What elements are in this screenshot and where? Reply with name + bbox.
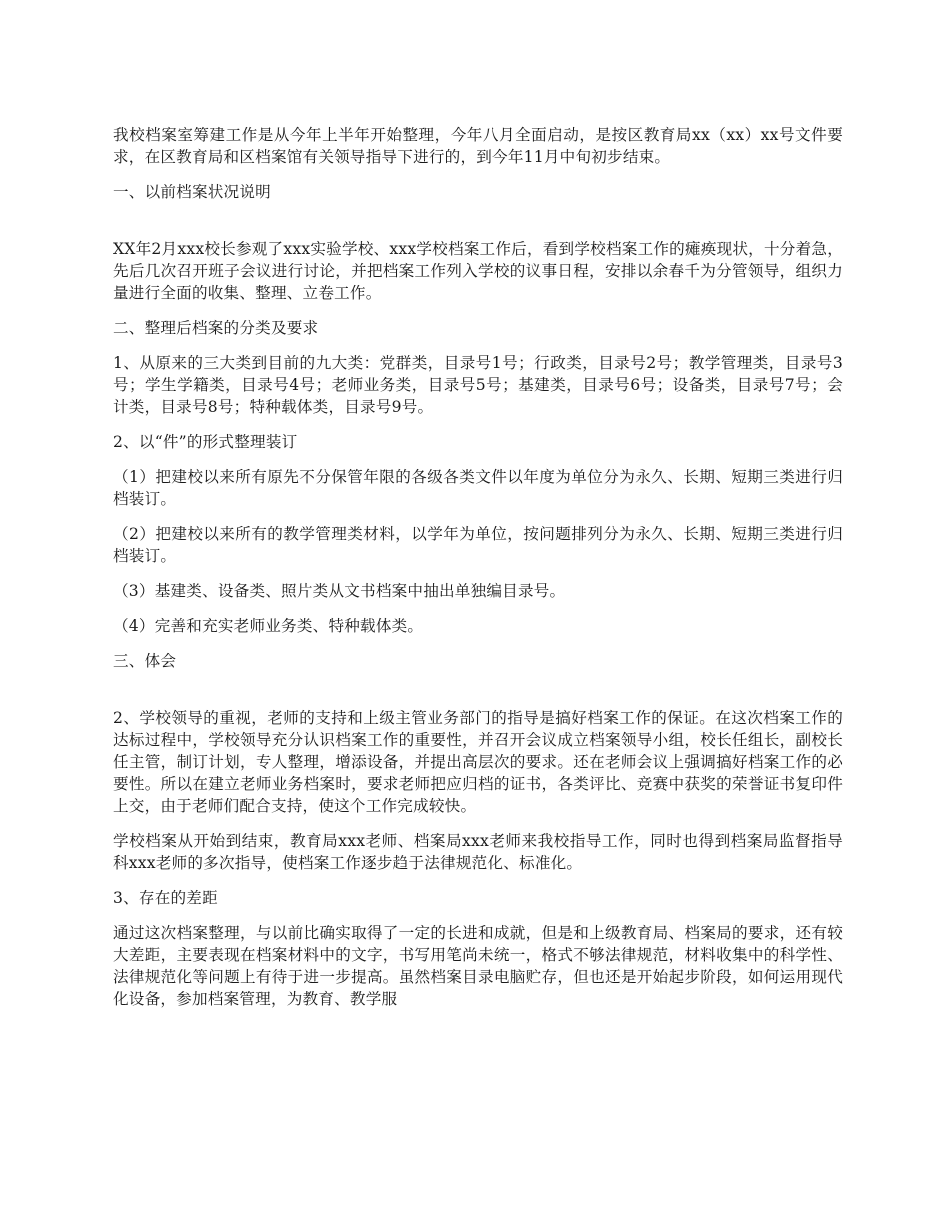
section-heading-1: 一、以前档案状况说明: [113, 183, 271, 201]
section-heading-2: 二、整理后档案的分类及要求: [113, 319, 319, 337]
binding-item-3: （3）基建类、设备类、照片类从文书档案中抽出单独编目录号。: [113, 582, 566, 600]
spacer: [113, 203, 843, 238]
binding-item-4: （4）完善和充实老师业务类、特种载体类。: [113, 617, 424, 635]
gap-heading: 3、存在的差距: [113, 889, 218, 907]
document-body: [113, 124, 843, 1010]
gap-paragraph: 通过这次档案整理，与以前比确实取得了一定的长进和成就，但是和上级教育局、档案局的要求，还有较大差距，主要表现在档案材料中的文字，书写用笔尚未统一，格式不够法律规范，材料收集中的科学性、法律规范化等问题上有待于进一步提高。虽然档案目录电脑贮存，但也还是开始起步阶段，如何运用现代化设备，参加档案管理，为教育、教学服: [113, 924, 843, 1008]
classification-paragraph: 1、从原来的三大类到目前的九大类：党群类，目录号1号；行政类，目录号2号；教学管理类，目录号3号；学生学籍类，目录号4号；老师业务类，目录号5号；基建类，目录号6号；设备类，目录号7号；会计类，目录号8号；特种载体类，目录号9号。: [113, 354, 843, 416]
history-paragraph: XX年2月xxx校长参观了xxx实验学校、xxx学校档案工作后，看到学校档案工作的瘫痪现状，十分着急，先后几次召开班子会议进行讨论，并把档案工作列入学校的议事日程，安排以余春千为分管领导，组织力量进行全面的收集、整理、立卷工作。: [113, 240, 843, 302]
guidance-paragraph: 学校档案从开始到结束，教育局xxx老师、档案局xxx老师来我校指导工作，同时也得到档案局监督指导科xxx老师的多次指导，使档案工作逐步趋于法律规范化、标准化。: [113, 832, 843, 872]
experience-paragraph: 2、学校领导的重视，老师的支持和上级主管业务部门的指导是搞好档案工作的保证。在这次档案工作的达标过程中，学校领导充分认识档案工作的重要性，并召开会议成立档案领导小组，校长任组长，副校长任主管，制订计划，专人整理，增添设备，并提出高层次的要求。还在老师会议上强调搞好档案工作的必要性。所以在建立老师业务档案时，要求老师把应归档的证书，各类评比、竞赛中获奖的荣誉证书复印件上交，由于老师们配合支持，使这个工作完成较快。: [113, 709, 843, 815]
binding-heading: 2、以“件”的形式整理装订: [113, 433, 298, 451]
binding-item-2: （2）把建校以来所有的教学管理类材料，以学年为单位，按问题排列分为永久、长期、短期三类进行归档装订。: [113, 525, 843, 565]
spacer: [113, 672, 843, 707]
section-heading-3: 三、体会: [113, 652, 177, 670]
binding-item-1: （1）把建校以来所有原先不分保管年限的各级各类文件以年度为单位分为永久、长期、短期三类进行归档装订。: [113, 468, 843, 508]
intro-paragraph: 我校档案室筹建工作是从今年上半年开始整理，今年八月全面启动，是按区教育局xx（xx）xx号文件要求，在区教育局和区档案馆有关领导指导下进行的，到今年11月中旬初步结束。: [113, 126, 843, 166]
